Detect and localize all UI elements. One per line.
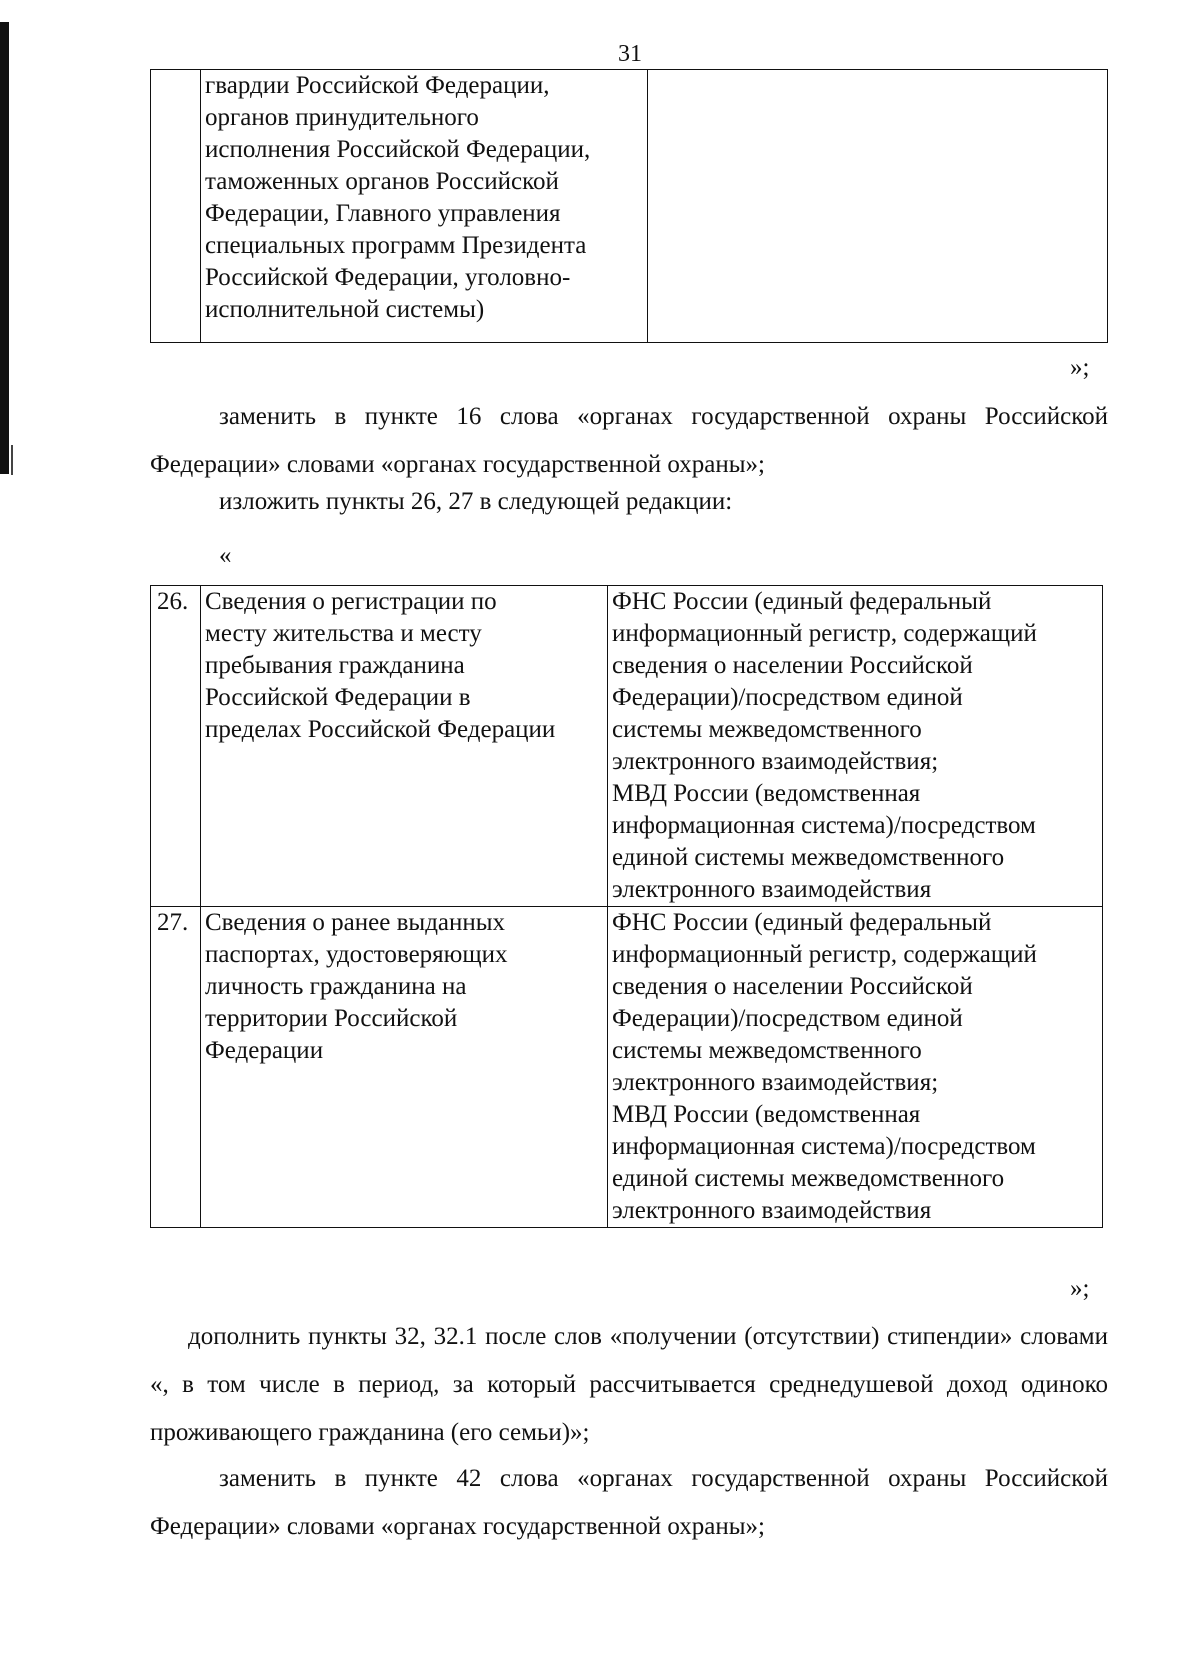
closing-quote-top: »;	[1070, 354, 1090, 381]
row-source-cell: ФНС России (единый федеральный информационный регистр, содержащий сведения о населении Российской Федерации)/посредством единой системы межведомственного электронного взаимодействия; МВД России (ведомственная информационная система)/посредством единой системы межведомственного электронного взаимодействия	[608, 586, 1103, 907]
closing-quote-main: »;	[1070, 1275, 1090, 1302]
paragraph-restate-26-27: изложить пункты 26, 27 в следующей редакции:	[219, 488, 733, 515]
row-description-cell: гвардии Российской Федерации, органов принудительного исполнения Российской Федерации, таможенных органов Российской Федерации, Главного управления специальных программ Президента Российской Федерации, уголовно- исполнительной системы)	[201, 70, 648, 343]
paragraph-replace-16: заменить в пункте 16 слова «органах государственной охраны Российской Федерации» словами «органах государственной охраны»;	[150, 403, 1108, 478]
page-number: 31	[618, 41, 642, 67]
row-number-cell: 27.	[151, 907, 201, 1228]
amendment-table	[150, 585, 1103, 1228]
scan-edge-line	[11, 445, 13, 475]
opening-quote: «	[219, 542, 232, 569]
continuation-table	[150, 69, 1108, 343]
row-source-cell: ФНС России (единый федеральный информационный регистр, содержащий сведения о населении Российской Федерации)/посредством единой системы межведомственного электронного взаимодействия; МВД России (ведомственная информационная система)/посредством единой системы межведомственного электронного взаимодействия	[608, 907, 1103, 1228]
table-row	[151, 70, 1108, 343]
table-row	[151, 586, 1103, 907]
table-row	[151, 907, 1103, 1228]
row-number-cell: 26.	[151, 586, 201, 907]
row-source-cell	[648, 70, 1108, 343]
scan-edge-bar	[0, 22, 9, 474]
paragraph-replace-42: заменить в пункте 42 слова «органах государственной охраны Российской Федерации» словами «органах государственной охраны»;	[150, 1465, 1108, 1540]
row-description-cell: Сведения о регистрации по месту жительства и месту пребывания гражданина Российской Федерации в пределах Российской Федерации	[201, 586, 608, 907]
paragraph-add-32: дополнить пункты 32, 32.1 после слов «получении (отсутствии) стипендии» словами «, в том числе в период, за который рассчитывается среднедушевой доход одиноко проживающего гражданина (его семьи)»;	[150, 1323, 1108, 1446]
row-description-cell: Сведения о ранее выданных паспортах, удостоверяющих личность гражданина на территории Российской Федерации	[201, 907, 608, 1228]
row-number-cell	[151, 70, 201, 343]
